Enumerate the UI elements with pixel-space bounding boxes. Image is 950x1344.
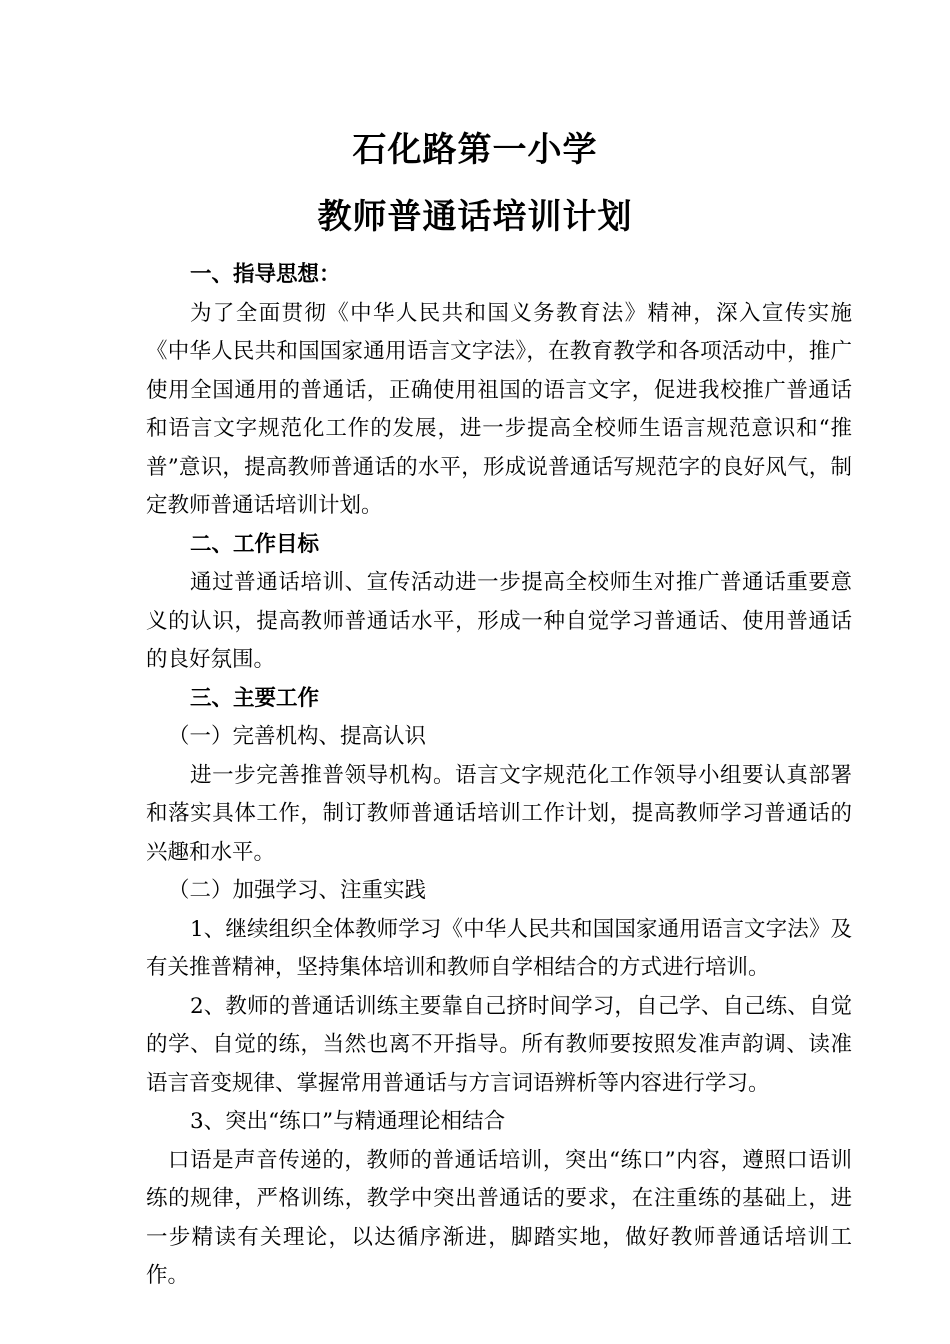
section3-heading: 三、主要工作 <box>190 685 320 711</box>
section2-paragraph: 通过普通话培训、宣传活动进一步提高全校师生对推广普通话重要意义的认识，提高教师普通话水平，形成一种自觉学习普通话、使用普通话的良好氛围。 <box>146 570 852 672</box>
subsection1-paragraph: 进一步完善推普领导机构。语言文字规范化工作领导小组要认真部署和落实具体工作，制订教师普通话培训工作计划，提高教师学习普通话的兴趣和水平。 <box>146 762 852 865</box>
section2-heading: 二、工作目标 <box>190 531 320 557</box>
plan-title: 教师普通话培训计划 <box>317 197 633 237</box>
list-item-2: 2、教师的普通话训练主要靠自己挤时间学习，自己学、自己练、自觉的学、自觉的练，当然也离不开指导。所有教师要按照发准声韵调、读准语言音变规律、掌握常用普通话与方言词语辨析等内容进行学习。 <box>146 993 852 1096</box>
list-item-3-paragraph: 口语是声音传递的，教师的普通话培训，突出“练口”内容，遵照口语训练的规律，严格训练，教学中突出普通话的要求，在注重练的基础上，进一步精读有关理论，以达循序渐进，脚踏实地，做好教师普通话培训工作。 <box>146 1147 852 1288</box>
list-item-3-heading: 3、突出“练口”与精通理论相结合 <box>190 1109 506 1134</box>
section1-heading: 一、指导思想： <box>190 262 341 287</box>
subsection2-heading: （二）加强学习、注重实践 <box>168 878 427 903</box>
document-body <box>146 256 852 1296</box>
section1-paragraph: 为了全面贯彻《中华人民共和国义务教育法》精神，深入宣传实施《中华人民共和国国家通用语言文字法》，在教育教学和各项活动中，推广使用全国通用的普通话，正确使用祖国的语言文字，促进我校推广普通话和语言文字规范化工作的发展，进一步提高全校师生语言规范意识和“推普”意识，提高教师普通话的水平，形成说普通话写规范字的良好风气，制定教师普通话培训计划。 <box>146 300 852 518</box>
list-item-1: 1、继续组织全体教师学习《中华人民共和国国家通用语言文字法》及有关推普精神，坚持集体培训和教师自学相结合的方式进行培训。 <box>146 916 852 980</box>
subsection1-heading: （一）完善机构、提高认识 <box>168 724 427 749</box>
school-title: 石化路第一小学 <box>352 130 598 170</box>
